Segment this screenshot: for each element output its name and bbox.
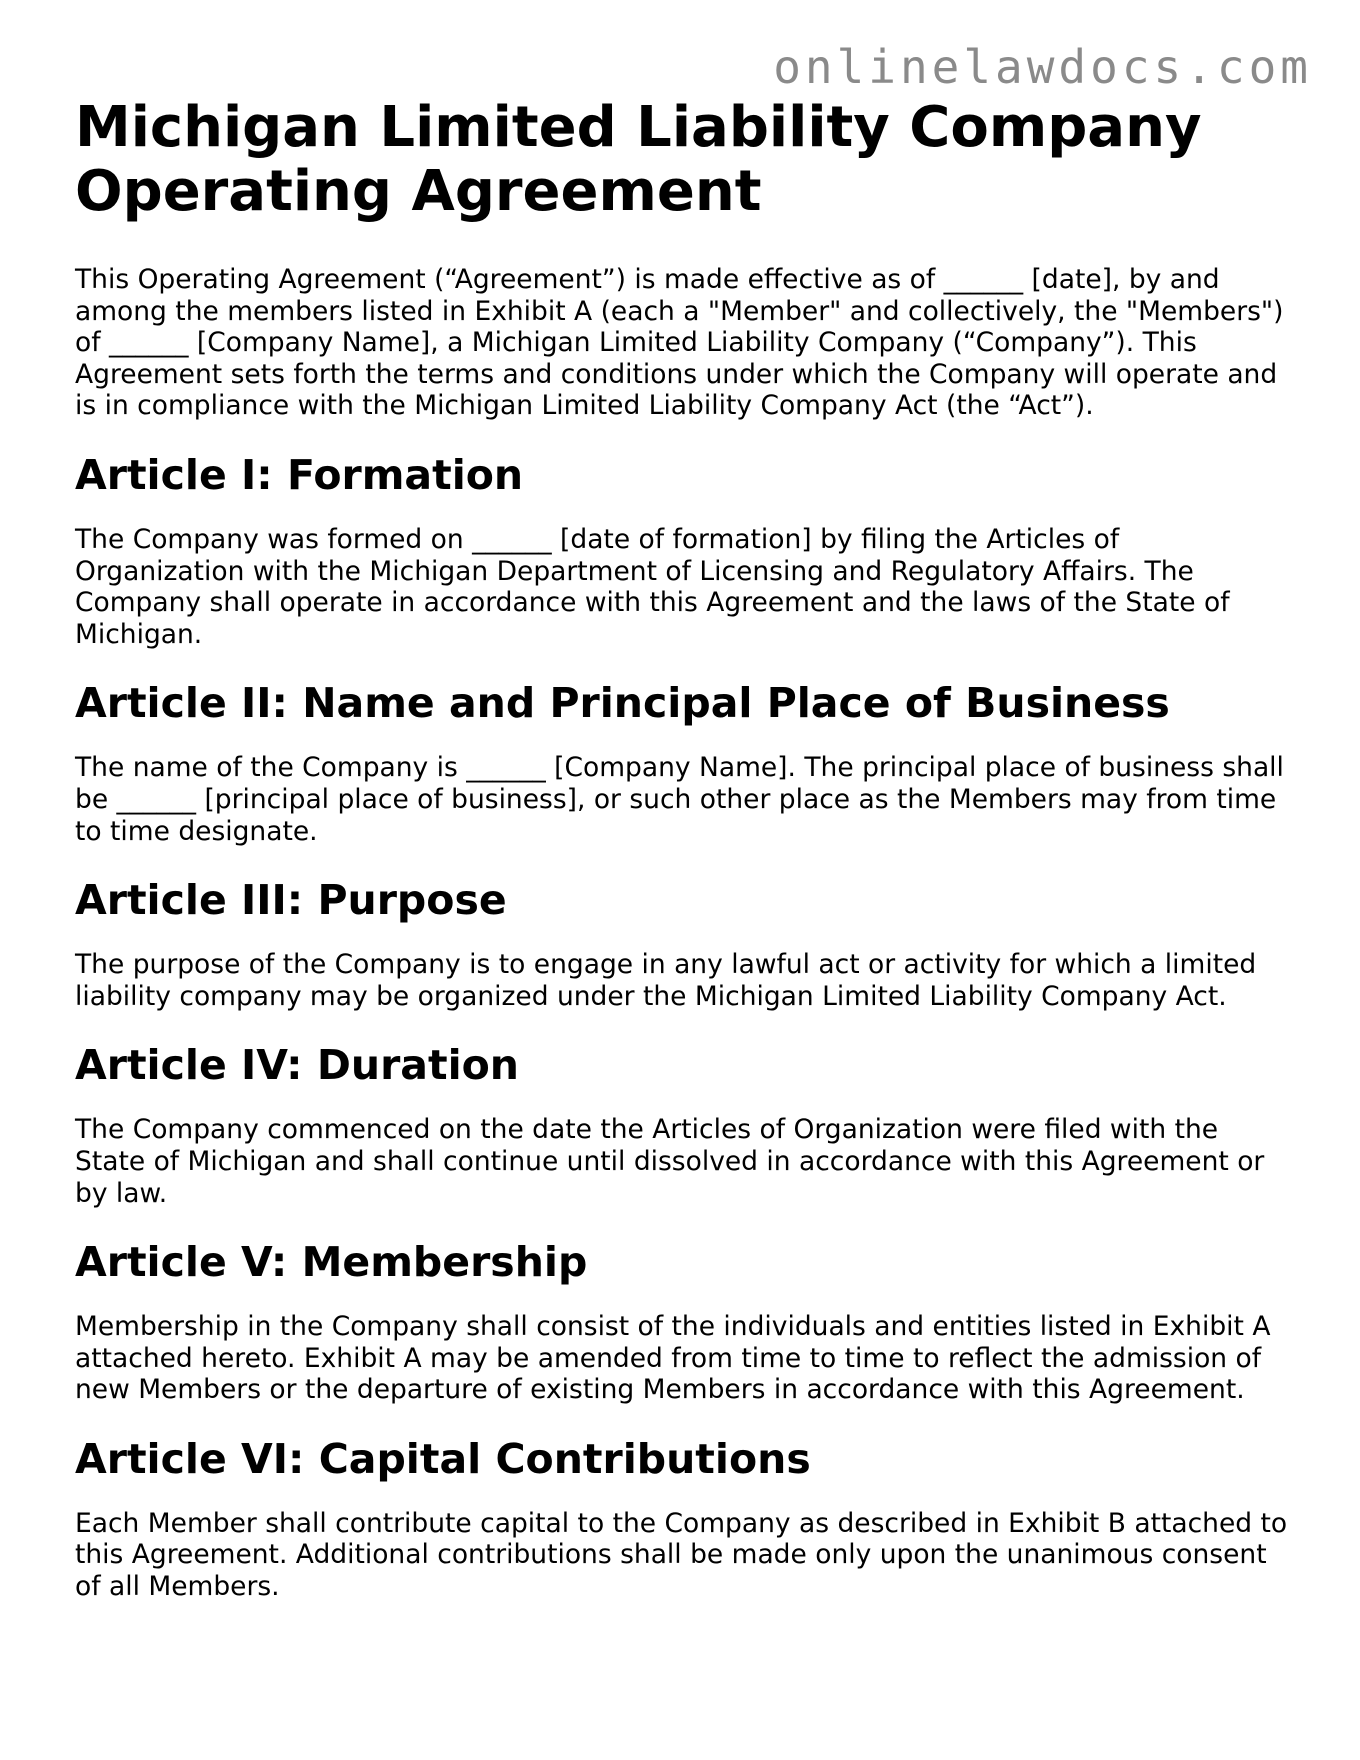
- document-title: Michigan Limited Liability Company Operating Agreement: [75, 95, 1202, 224]
- article-body: Membership in the Company shall consist of the individuals and entities listed in Exhibit A attached hereto. Exhibit A may be amended from time to time to reflect the admission of new Members or the departure of existing Members in accordance with this Agreement.: [75, 1311, 1271, 1406]
- article-heading: Article I: Formation: [75, 450, 524, 499]
- article-body: The Company commenced on the date the Articles of Organization were filed with the State of Michigan and shall continue until dissolved in accordance with this Agreement or by law.: [75, 1114, 1265, 1209]
- article-body: Each Member shall contribute capital to the Company as described in Exhibit B attached to this Agreement. Additional contributions shall be made only upon the unanimous consent of all Members.: [75, 1507, 1288, 1603]
- article-purpose: [75, 875, 1290, 1012]
- document-page: [75, 96, 1290, 1631]
- article-formation: [75, 450, 1290, 650]
- article-heading: Article V: Membership: [75, 1238, 588, 1287]
- article-name-and-place: [75, 678, 1290, 847]
- article-duration: [75, 1040, 1290, 1209]
- article-body: The name of the Company is ______ [Company Name]. The principal place of business shall be ______ [principal place of business], or such other place as the Members may from time to time designate.: [75, 752, 1284, 847]
- article-heading: Article VI: Capital Contributions: [75, 1434, 811, 1483]
- intro-paragraph: This Operating Agreement (“Agreement”) is made effective as of ______ [date], by and among the members listed in Exhibit A (each a "Member" and collectively, the "Members") of ______ [Company Name], a Michigan Limited Liability Company (“Company”). This Agreement sets forth the terms and conditions under which the Company will operate and is in compliance with the Michigan Limited Liability Company Act (the “Act”).: [75, 264, 1284, 422]
- article-heading: Article IV: Duration: [75, 1041, 519, 1090]
- article-body: The Company was formed on ______ [date of formation] by filing the Articles of Organization with the Michigan Department of Licensing and Regulatory Affairs. The Company shall operate in accordance with this Agreement and the laws of the State of Michigan.: [75, 523, 1230, 650]
- article-membership: [75, 1237, 1290, 1406]
- article-heading: Article II: Name and Principal Place of Business: [75, 679, 1170, 728]
- article-capital-contributions: [75, 1434, 1290, 1603]
- article-heading: Article III: Purpose: [75, 876, 507, 925]
- site-watermark: onlinelawdocs.com: [773, 40, 1312, 94]
- article-body: The purpose of the Company is to engage in any lawful act or activity for which a limited liability company may be organized under the Michigan Limited Liability Company Act.: [75, 949, 1257, 1012]
